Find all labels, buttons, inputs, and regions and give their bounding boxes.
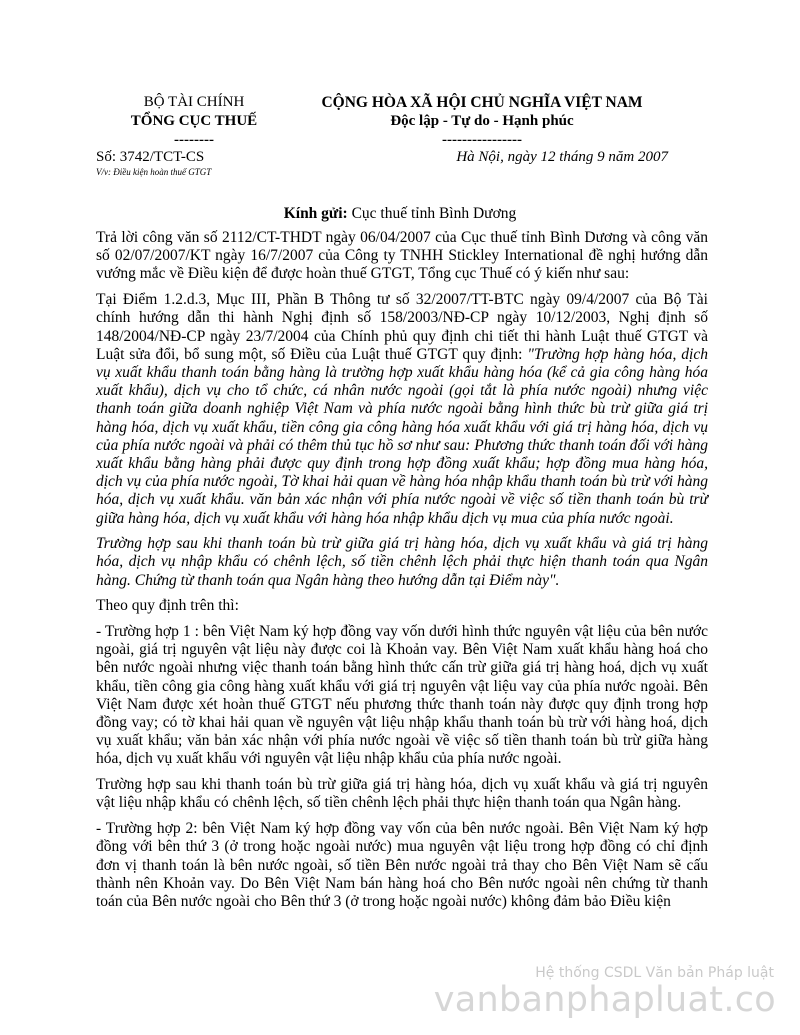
recipient-line (0, 204, 800, 224)
paragraph-reply: Trả lời công văn số 2112/CT-THDT ngày 06/04/2007 của Cục thuế tỉnh Bình Dương và công văn số 02/07/2007/KT ngày 16/7/2007 của Công ty TNHH Stickley International đề nghị hướng dẫn vướng mắc về Điều kiện để được hoàn thuế GTGT, Tổng cục Thuế có ý kiến như sau: (96, 229, 708, 283)
issuer-divider: -------- (174, 132, 214, 148)
regulation-intro: Tại Điểm 1.2.d.3, Mục III, Phần B Thông tư số 32/2007/TT-BTC ngày 09/4/2007 của Bộ Tài chính hướng dẫn thi hành Nghị định số 158/2003/NĐ-CP ngày 10/12/2003, Nghị định số 148/2004/NĐ-CP ngày 23/7/2004 của Chính phủ quy định chi tiết thi hành Luật thuế GTGT và Luật sửa đổi, bổ sung một, số Điều của Luật thuế GTGT quy định: (96, 291, 708, 363)
paragraph-quote-continued: Trường hợp sau khi thanh toán bù trừ giữa giá trị hàng hóa, dịch vụ xuất khẩu và giá trị hàng hóa, dịch vụ nhập khẩu có chênh lệch, số tiền chênh lệch phải thực hiện thanh toán qua Ngân hàng. Chứng từ thanh toán qua Ngân hàng theo hướng dẫn tại Điểm này". (96, 535, 708, 589)
letter-body (96, 229, 708, 919)
watermark-site: vanbanphapluat.co (433, 980, 776, 1020)
recipient-name: Cục thuế tỉnh Bình Dương (347, 205, 517, 222)
paragraph-case-1: - Trường hợp 1 : bên Việt Nam ký hợp đồng vay vốn dưới hình thức nguyên vật liệu của bên nước ngoài, giá trị nguyên vật liệu này được coi là Khoản vay. Bên Việt Nam xuất khẩu hàng hoá cho bên nước ngoài nhưng việc thanh toán bằng hình thức cấn trừ giữa giá trị hàng hoá, dịch vụ xuất khẩu, tiền công gia công hàng xuất khẩu với giá trị nguyên vật liệu vay của phía nước ngoài. Bên Việt Nam được xét hoàn thuế GTGT nếu phương thức thanh toán này được quy định trong hợp đồng vay; có tờ khai hải quan về nguyên vật liệu nhập khẩu thanh toán bù trừ với hàng hoá, dịch vụ xuất khẩu; văn bản xác nhận với phía nước ngoài về việc số tiền thanh toán bù trừ giữa hàng hóa, dịch vụ xuất khẩu với nguyên vật liệu nhập khẩu của phía nước ngoài. (96, 623, 708, 768)
nation-name: CỘNG HÒA XÃ HỘI CHỦ NGHĨA VIỆT NAM (321, 94, 643, 111)
ministry-name: BỘ TÀI CHÍNH (143, 94, 245, 110)
national-heading (300, 93, 664, 150)
issuer-block (96, 93, 292, 150)
recipient-label: Kính gửi: (283, 205, 348, 222)
document-number: Số: 3742/TCT-CS (96, 149, 205, 165)
paragraph-case-1-difference: Trường hợp sau khi thanh toán bù trừ giữa giá trị hàng hóa, dịch vụ xuất khẩu và giá trị nguyên vật liệu nhập khẩu có chênh lệch, số tiền chênh lệch phải thực hiện thanh toán qua Ngân hàng. (96, 776, 708, 812)
department-name: TỔNG CỤC THUẾ (130, 113, 258, 129)
paragraph-regulation (96, 291, 708, 528)
national-motto: Độc lập - Tự do - Hạnh phúc (390, 113, 574, 129)
regulation-quote: "Trường hợp hàng hóa, dịch vụ xuất khẩu thanh toán bằng hàng là trường hợp xuất khẩu hàng hóa (kể cả gia công hàng hóa xuất khẩu), dịch vụ cho tổ chức, cá nhân nước ngoài (gọi tắt là phía nước ngoài) nhưng việc thanh toán giữa doanh nghiệp Việt Nam và phía nước ngoài bằng hình thức bù trừ giữa giá trị hàng hóa, dịch vụ xuất khẩu, tiền công gia công hàng hóa xuất khẩu với giá trị hàng hóa, dịch vụ của phía nước ngoài và phải có thêm thủ tục hồ sơ như sau: Phương thức thanh toán đối với hàng xuất khẩu bằng hàng phải được quy định trong hợp đồng xuất khẩu; hợp đồng mua hàng hóa, dịch vụ của phía nước ngoài, Tờ khai hải quan về hàng hóa nhập khẩu thanh toán bù trừ với hàng hóa, dịch vụ xuất khẩu. văn bản xác nhận với phía nước ngoài về việc số tiền thanh toán bù trừ giữa hàng hóa, dịch vụ xuất khẩu với hàng hóa nhập khẩu dịch vụ mua của phía nước ngoài. (96, 345, 708, 527)
paragraph-conclusion-intro: Theo quy định trên thì: (96, 597, 239, 615)
document-subject: V/v: Điều kiện hoàn thuế GTGT (96, 167, 212, 177)
watermark-caption: Hệ thống CSDL Văn bản Pháp luật (535, 965, 774, 981)
paragraph-case-2: - Trường hợp 2: bên Việt Nam ký hợp đồng vay vốn của bên nước ngoài. Bên Việt Nam ký hợp đồng với bên thứ 3 (ở trong hoặc ngoài nước) mua nguyên vật liệu trong hợp đồng có chỉ định đơn vị thanh toán là bên nước ngoài, số tiền Bên nước ngoài trả thay cho Bên Việt Nam sẽ cấu thành nên Khoản vay. Do Bên Việt Nam bán hàng hoá cho Bên nước ngoài nên chứng từ thanh toán của Bên nước ngoài cho Bên thứ 3 (ở trong hoặc ngoài nước) không đảm bảo Điều kiện (96, 820, 708, 910)
issue-date: Hà Nội, ngày 12 tháng 9 năm 2007 (456, 149, 668, 165)
motto-divider: ---------------- (442, 132, 522, 148)
